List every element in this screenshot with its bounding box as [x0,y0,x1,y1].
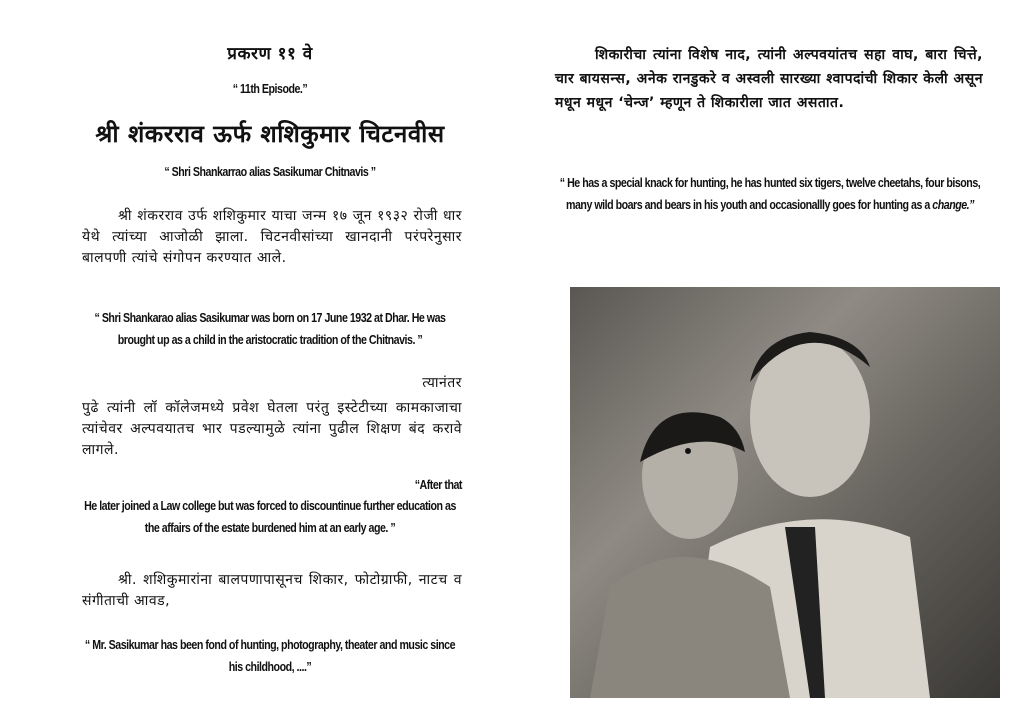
paragraph-hobbies-marathi: श्री. शशिकुमारांना बालपणापासूनच शिकार, फोटोग्राफी, नाटच व संगीताची आवड, [82,572,462,609]
paragraph-hobbies-english: “ Mr. Sasikumar has been fond of hunting, photography, theater and music since his childhood, ....” [84,637,456,674]
chapter-heading: प्रकरण ११ वे [227,44,313,64]
paragraph-education-lead: त्यानंतर [422,375,462,391]
paragraph-birth-marathi: श्री शंकरराव उर्फ शशिकुमार याचा जन्म १७ जून १९३२ रोजी धार येथे त्यांच्या आजोळी झाला. चिटनवीसांच्या खानदानी परंपरेनुसार बालपणी त्यांचे संगोपन करण्यात आले. [82,208,462,266]
portrait-photo [570,287,1000,698]
paragraph-education-lead-english: “After that [414,477,462,492]
paragraph-hunting-english [557,172,983,216]
page-title-english: “ Shri Shankarrao alias Sasikumar Chitnavis ” [164,164,376,179]
page-title: श्री शंकरराव ऊर्फ शशिकुमार चिटनवीस [95,120,445,148]
paragraph-birth-english: “ Shri Shankarao alias Sasikumar was born on 17 June 1932 at Dhar. He was brought up as a child in the aristocratic tradition of the Chitnavis. ” [94,310,446,347]
paragraph-education-marathi: पुढे त्यांनी लॉ कॉलेजमध्ये प्रवेश घेतला परंतु इस्टेटीच्या कामकाजाचा त्यांचेवर अल्पवयातच भार पडल्यामुळे त्यांना पुढील शिक्षण बंद करावे लागले. [82,400,462,458]
hunting-english-text: “ He has a special knack for hunting, he has hunted six tigers, twelve cheetahs, four bisons, many wild boars and bears in his youth and occasionallly goes for hunting as a [559,175,981,212]
paragraph-hunting-marathi: शिकारीचा त्यांना विशेष नाद, त्यांनी अल्पवयांतच सहा वाघ, बारा चित्ते, चार बायसन्स, अनेक रानडुकरे व अस्वली सारख्या श्वापदांची शिकार केली असून मधून मधून ‘चेन्ज’ म्हणून ते शिकारीला जात असतात. [555,47,983,111]
paragraph-education-english: He later joined a Law college but was forced to discountinue further education as the affairs of the estate burdened him at an early age. ” [84,498,456,535]
chapter-heading-english: “ 11th Episode.” [232,81,308,96]
hunting-english-end: change.” [932,197,974,212]
couple-portrait-image [570,287,1000,698]
